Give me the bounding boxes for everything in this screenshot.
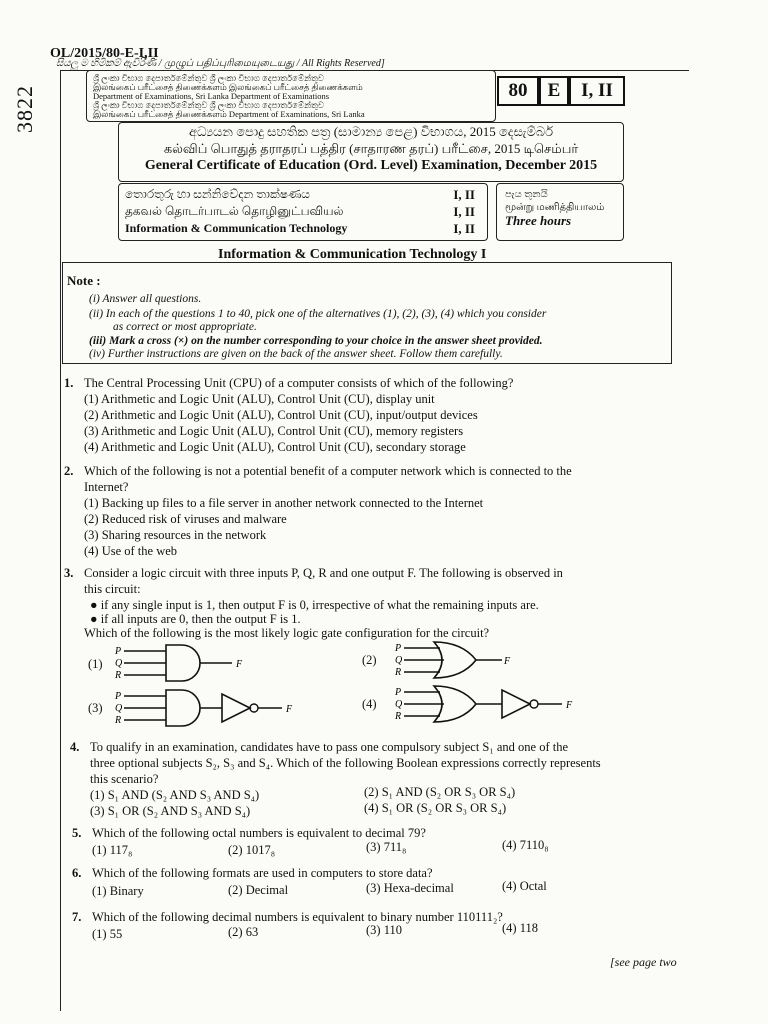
- option-label: (2): [362, 653, 377, 667]
- side-serial-number: 3822: [12, 85, 37, 133]
- question-text: Which of the following is the most likely logic gate configuration for the circuit?: [84, 626, 490, 640]
- seal-line: ශ්‍රී ලංකා විභාග දෙපාර්තමේන්තුව ශ්‍රී ලංකා විභාග දෙපාර්තමේන්තුව: [93, 73, 324, 83]
- paper-code: OL/2015/80-E-I,II: [50, 46, 159, 61]
- time-tamil: மூன்று மணித்தியாலம்: [505, 202, 605, 213]
- question-text: Consider a logic circuit with three inputs P, Q, R and one output F. The following is observed in: [84, 566, 563, 580]
- note-line: (i) Answer all questions.: [89, 293, 202, 305]
- gate-input-q: Q: [115, 703, 123, 714]
- or-gate-icon: [390, 640, 530, 682]
- question-text: Which of the following decimal numbers is equivalent to binary number 110111₂?: [92, 910, 503, 924]
- option: (3) 711₈: [366, 840, 407, 854]
- seal-line: இலங்கைப் பரீட்சைத் திணைக்களம் இலங்கைப் பரீட்சைத் திணைக்களம்: [93, 82, 363, 92]
- option: (4) Arithmetic and Logic Unit (ALU), Control Unit (CU), secondary storage: [84, 440, 466, 454]
- option: (3) S₁ OR (S₂ AND S₃ AND S₄): [90, 804, 251, 818]
- subject-level: I, II: [453, 204, 475, 219]
- option: (2) Decimal: [228, 883, 289, 897]
- question-text: Internet?: [84, 480, 129, 494]
- gate-input-r: R: [395, 667, 402, 678]
- gate-input-p: P: [115, 646, 122, 657]
- seal-line: Department of Examinations, Sri Lanka Department of Examinations: [93, 91, 330, 101]
- bullet-item: ● if any single input is 1, then output F is 0, irrespective of what the remaining inputs are.: [90, 598, 539, 612]
- question-number: 6.: [72, 866, 82, 880]
- exam-title-box: [118, 122, 624, 182]
- subject-box: [118, 183, 488, 241]
- subject-sinhala: තොරතුරු හා සන්නිවේදන තාක්ෂණය: [125, 187, 310, 201]
- option: (4) 118: [502, 921, 538, 935]
- option: (2) 1017₈: [228, 843, 276, 857]
- next-page-note: [see page two: [610, 955, 677, 969]
- option: (2) S₁ AND (S₂ OR S₃ OR S₄): [364, 785, 516, 799]
- seal-line: இலங்கைப் பரீட்சைத் திணைக்களம் Department of Examinations, Sri Lanka: [93, 109, 365, 119]
- note-label: Note :: [67, 273, 101, 288]
- gate-input-p: P: [395, 643, 402, 654]
- option-label: (4): [362, 697, 377, 711]
- question-text: this circuit:: [84, 582, 141, 596]
- option: (4) 7110₈: [502, 838, 549, 852]
- option: (3) Arithmetic and Logic Unit (ALU), Control Unit (CU), memory registers: [84, 424, 464, 438]
- exam-title-english: General Certificate of Education (Ord. Level) Examination, December 2015: [144, 158, 598, 173]
- gate-input-r: R: [115, 670, 122, 681]
- question-text: Which of the following octal numbers is equivalent to decimal 79?: [92, 826, 426, 840]
- question-number: 7.: [72, 910, 82, 924]
- gate-input-r: R: [115, 715, 122, 726]
- bullet-text: if all inputs are 0, then the output F is 1.: [100, 612, 301, 626]
- option: (3) Sharing resources in the network: [84, 528, 267, 542]
- question-text: To qualify in an examination, candidates have to pass one compulsory subject S₁ and one of the: [90, 740, 569, 754]
- option: (4) S₁ OR (S₂ OR S₃ OR S₄): [364, 801, 507, 815]
- note-line: (ii) In each of the questions 1 to 40, pick one of the alternatives (1), (2), (3), (4) which you consider: [89, 308, 547, 320]
- and-not-gate-icon: [110, 688, 310, 730]
- language-code-box: E: [539, 76, 569, 106]
- time-sinhala: පැය තුනයි: [505, 189, 548, 200]
- paper-title: Information & Communication Technology I: [218, 247, 487, 262]
- option: (1) Backing up files to a file server in another network connected to the Internet: [84, 496, 484, 510]
- note-line: (iii) Mark a cross (×) on the number corresponding to your choice in the answer sheet provided.: [89, 335, 543, 347]
- option: (1) 55: [92, 927, 123, 941]
- exam-title-sinhala: අධ්‍යයන පොදු සහතික පත්‍ර (සාමාන්‍ය පෙළ) විභාගය, 2015 දෙසැම්බර්: [188, 124, 554, 139]
- gate-output-f: F: [504, 656, 511, 667]
- and-gate-icon: [110, 643, 250, 685]
- bullet-text: if any single input is 1, then output F is 0, irrespective of what the remaining inputs are.: [100, 598, 539, 612]
- question-text: Which of the following formats are used in computers to store data?: [92, 866, 433, 880]
- subject-english: Information & Communication Technology: [125, 221, 348, 235]
- question-number: 2.: [64, 464, 74, 478]
- option-label: (3): [88, 701, 103, 715]
- gate-input-p: P: [395, 687, 402, 698]
- note-line: (iv) Further instructions are given on the back of the answer sheet. Follow them carefully.: [89, 348, 503, 360]
- question-number: 1.: [64, 376, 74, 390]
- gate-input-p: P: [115, 691, 122, 702]
- gate-output-f: F: [236, 659, 243, 670]
- note-line: as correct or most appropriate.: [113, 321, 257, 333]
- subject-level: I, II: [453, 221, 475, 236]
- option: (2) Reduced risk of viruses and malware: [84, 512, 287, 526]
- question-number: 3.: [64, 566, 74, 580]
- question-text: The Central Processing Unit (CPU) of a computer consists of which of the following?: [84, 376, 514, 390]
- gate-input-q: Q: [115, 658, 123, 669]
- option: (1) S₁ AND (S₂ AND S₃ AND S₄): [90, 788, 260, 802]
- option: (4) Use of the web: [84, 544, 178, 558]
- subject-tamil: தகவல் தொடர்பாடல் தொழினுட்பவியல்: [125, 204, 344, 218]
- option: (2) 63: [228, 925, 259, 939]
- option: (4) Octal: [502, 879, 547, 893]
- option: (1) Binary: [92, 884, 144, 898]
- option: (1) 117₈: [92, 843, 133, 857]
- gate-output-f: F: [566, 700, 573, 711]
- rights-notice: සියලු ම හිමිකම් ඇවිරිණි / முழுப் பதிப்புரிமையுடையது / All Rights Reserved]: [56, 58, 385, 69]
- note-box: [62, 262, 672, 364]
- department-seal-box: [86, 70, 496, 122]
- question-number: 5.: [72, 826, 82, 840]
- gate-input-q: Q: [395, 655, 403, 666]
- exam-title-tamil: கல்விப் பொதுத் தராதரப் பத்திர (சாதாரண தரப்) பரீட்சை, 2015 டிசெம்பர்: [163, 141, 579, 156]
- option: (3) Hexa-decimal: [366, 881, 454, 895]
- gate-input-q: Q: [395, 699, 403, 710]
- gate-output-f: F: [286, 704, 293, 715]
- bullet-item: ● if all inputs are 0, then the output F is 1.: [90, 612, 301, 626]
- option: (3) 110: [366, 923, 402, 937]
- seal-line: ශ්‍රී ලංකා විභාග දෙපාර්තමේන්තුව ශ්‍රී ලංකා විභාග දෙපාර්තමේන්තුව: [93, 100, 324, 110]
- option: (2) Arithmetic and Logic Unit (ALU), Control Unit (CU), input/output devices: [84, 408, 478, 422]
- question-text: three optional subjects S₂, S₃ and S₄. Which of the following Boolean expressions correctly represents: [90, 756, 601, 770]
- subject-level: I, II: [453, 187, 475, 202]
- or-not-gate-icon: [390, 684, 590, 726]
- option-label: (1): [88, 657, 103, 671]
- duration-box: [496, 183, 624, 241]
- subject-code-box: 80: [497, 76, 539, 106]
- question-number: 4.: [70, 740, 80, 754]
- question-text: this scenario?: [90, 772, 159, 786]
- parts-code-box: I, II: [569, 76, 625, 106]
- time-english: Three hours: [505, 213, 572, 228]
- gate-input-r: R: [395, 711, 402, 722]
- option: (1) Arithmetic and Logic Unit (ALU), Control Unit (CU), display unit: [84, 392, 435, 406]
- question-text: Which of the following is not a potential benefit of a computer network which is connected to the: [84, 464, 572, 478]
